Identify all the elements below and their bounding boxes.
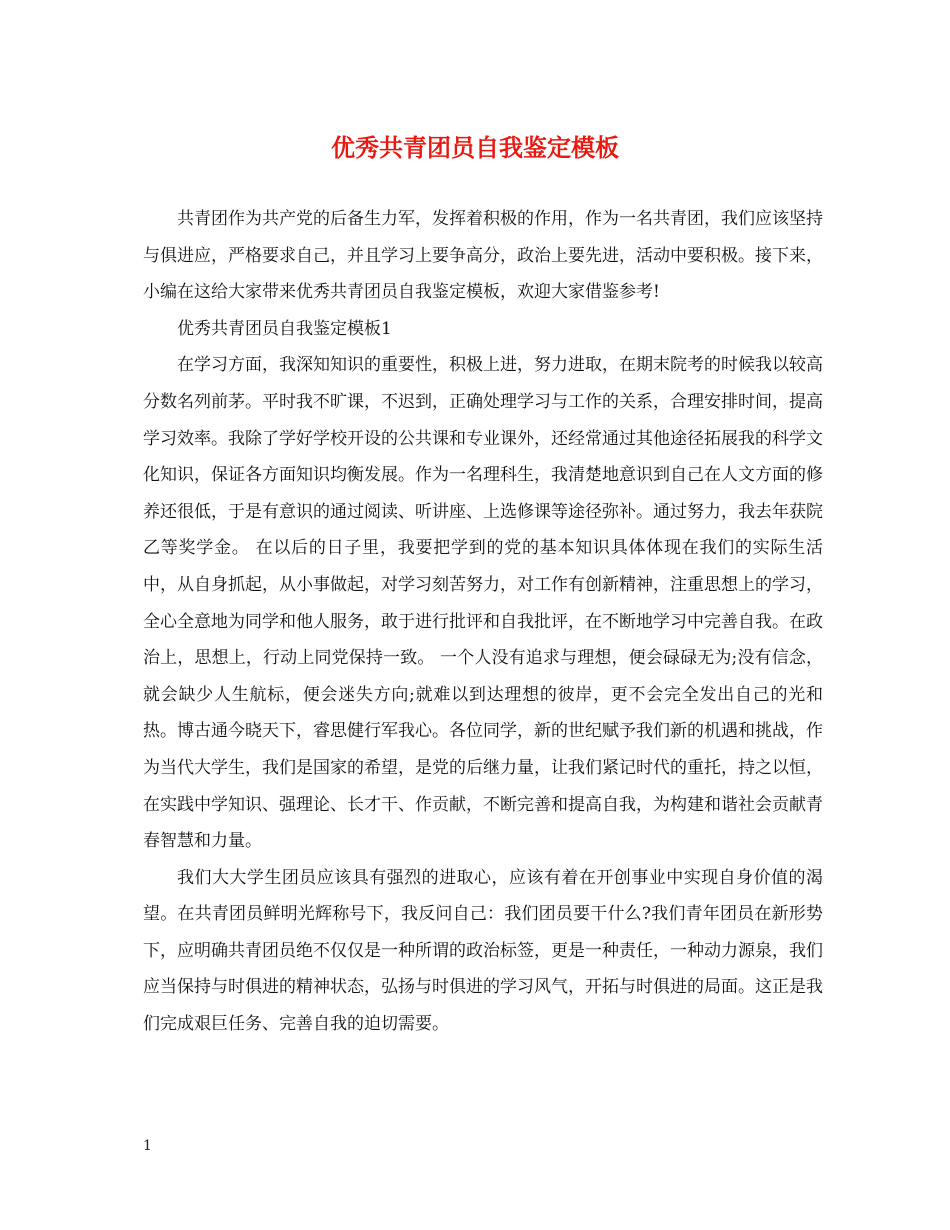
body-paragraph-study: 在学习方面，我深知知识的重要性，积极上进，努力进取，在期末院考的时候我以较高分数名列前茅。平时我不旷课，不迟到，正确处理学习与工作的关系，合理安排时间，提高学习效率。我除了学好学校开设的公共课和专业课外，还经常通过其他途径拓展我的科学文化知识，保证各方面知识均衡发展。作为一名理科生，我清楚地意识到自己在人文方面的修养还很低，于是有意识的通过阅读、听讲座、上选修课等途径弥补。通过努力，我去年获院乙等奖学金。 在以后的日子里，我要把学到的党的基本知识具体体现在我们的实际生活中，从自身抓起，从小事做起，对学习刻苦努力，对工作有创新精神，注重思想上的学习，全心全意地为同学和他人服务，敢于进行批评和自我批评，在不断地学习中完善自我。在政治上，思想上，行动上同党保持一致。 一个人没有追求与理想，便会碌碌无为;没有信念，就会缺少人生航标，便会迷失方向;就难以到达理想的彼岸，更不会完全发出自己的光和热。博古通今晓天下，睿思健行军我心。各位同学，新的世纪赋予我们新的机遇和挑战，作为当代大学生，我们是国家的希望，是党的后继力量，让我们紧记时代的重托，持之以恒，在实践中学知识、强理论、长才干、作贡献，不断完善和提高自我，为构建和谐社会贡献青春智慧和力量。 bbox=[143, 355, 823, 852]
page-number: 1 bbox=[143, 1138, 152, 1154]
body-paragraph-member: 我们大大学生团员应该具有强烈的进取心，应该有着在开创事业中实现自身价值的渴望。在共青团员鲜明光辉称号下，我反问自己：我们团员要干什么?我们青年团员在新形势下，应明确共青团员绝不仅仅是一种所谓的政治标签，更是一种责任，一种动力源泉，我们应当保持与时俱进的精神状态，弘扬与时俱进的学习风气，开拓与时俱进的局面。这正是我们完成艰巨任务、完善自我的迫切需要。 bbox=[143, 867, 823, 1035]
section-heading: 优秀共青团员自我鉴定模板1 bbox=[177, 318, 392, 339]
document-title: 优秀共青团员自我鉴定模板 bbox=[331, 133, 619, 162]
document-body bbox=[143, 201, 823, 1043]
intro-paragraph: 共青团作为共产党的后备生力军，发挥着积极的作用，作为一名共青团，我们应该坚持与俱进应，严格要求自己，并且学习上要争高分，政治上要先进，活动中要积极。接下来，小编在这给大家带来优秀共青团员自我鉴定模板，欢迎大家借鉴参考! bbox=[143, 209, 823, 303]
